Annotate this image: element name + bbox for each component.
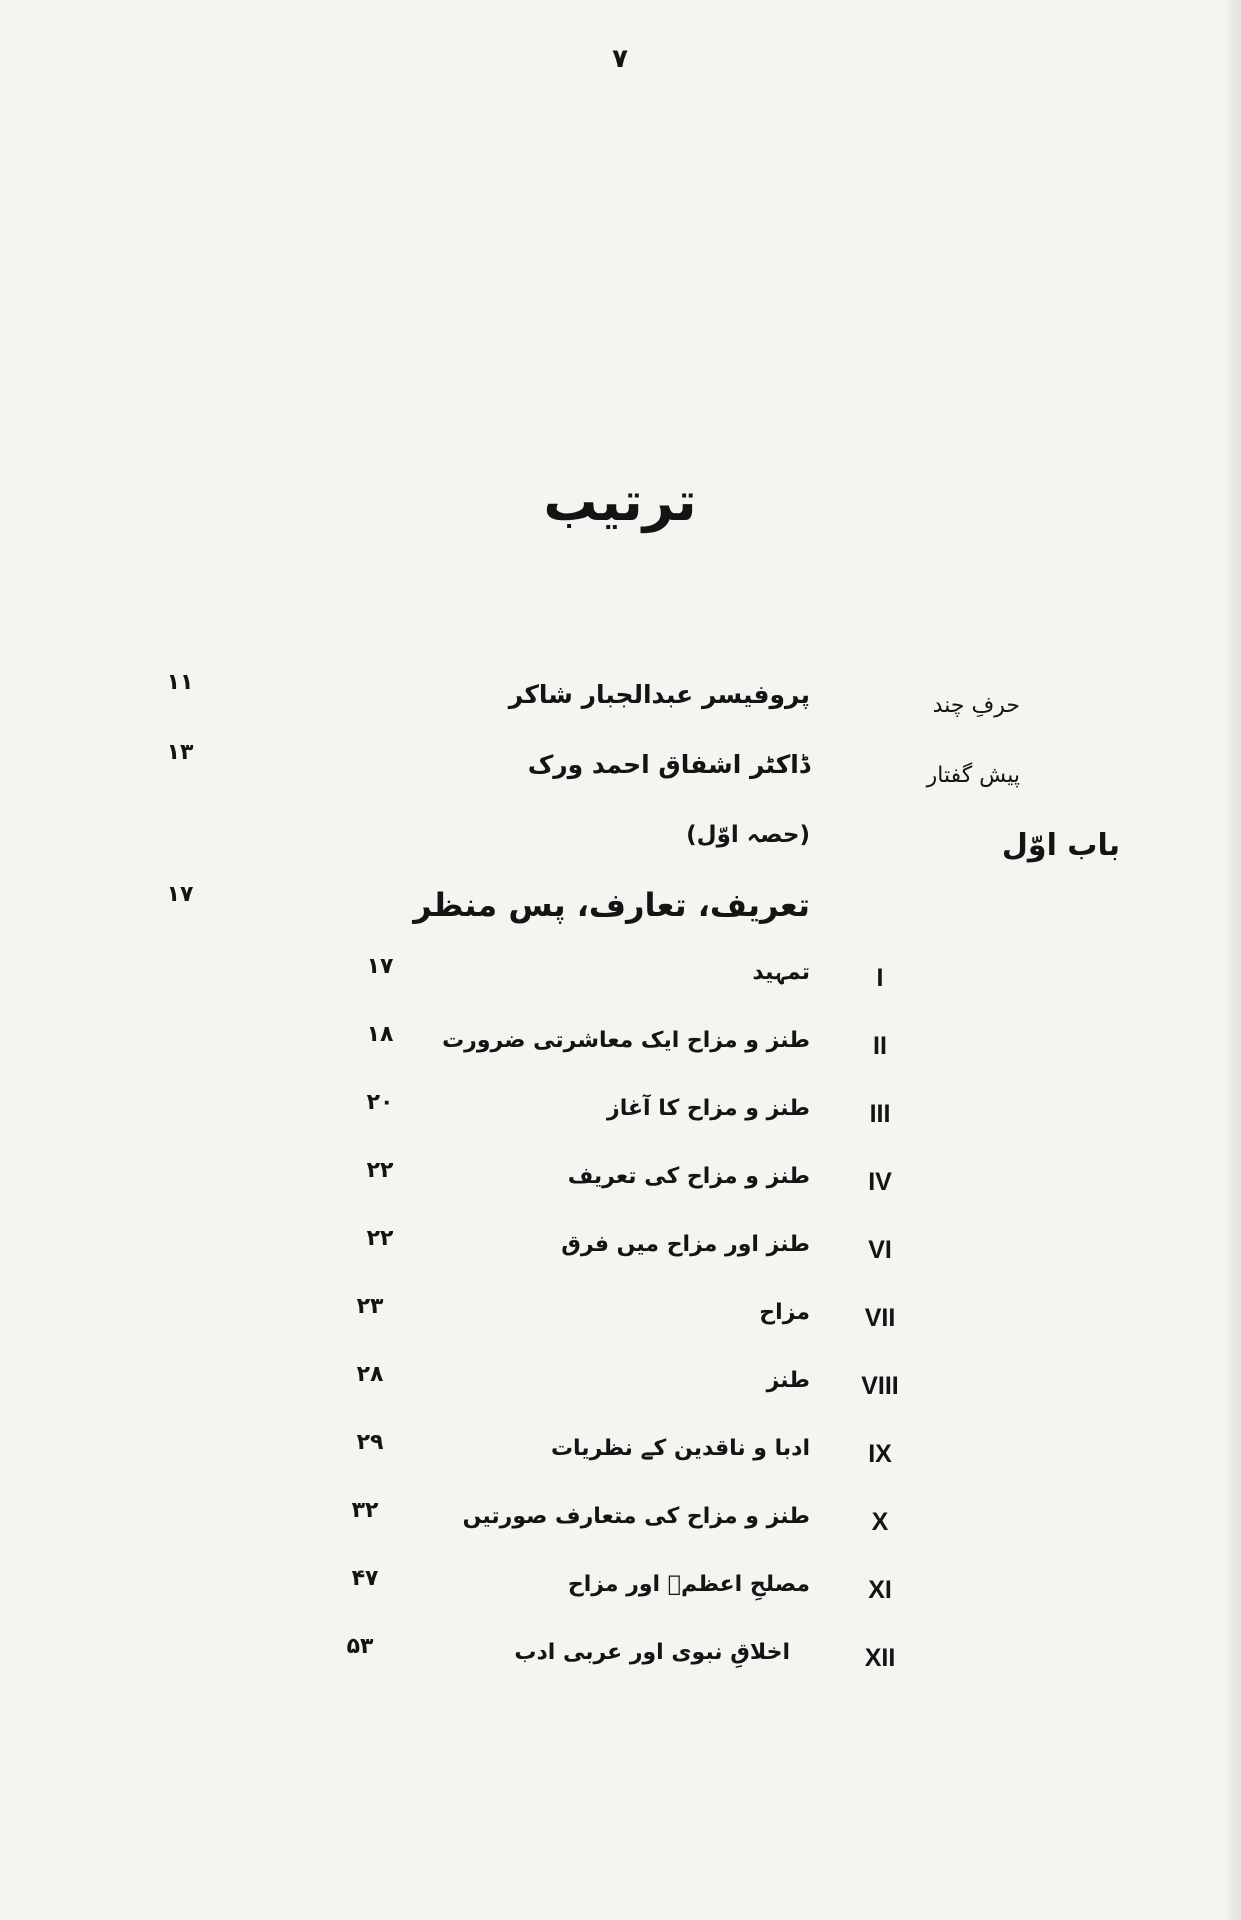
entry-page: ۲۲ [366,1226,394,1251]
entry-page: ۴۷ [351,1566,379,1591]
entry-page: ۲۹ [356,1430,384,1455]
front-matter-heading: حرفِ چند [932,693,1020,718]
page-title: ترتیب [543,470,697,533]
front-matter-page: ۱۳ [166,740,194,765]
chapter-title: تعریف، تعارف، پس منظر [413,886,810,924]
entry-numeral: VI [868,1236,892,1264]
entry-title: طنز [766,1368,810,1393]
entry-title: طنز اور مزاح میں فرق [561,1232,810,1257]
front-matter-page: ۱۱ [166,670,194,695]
entry-numeral: II [873,1032,887,1060]
entry-numeral: X [871,1508,889,1536]
entry-title: طنز و مزاح کی متعارف صورتیں [462,1504,810,1529]
entry-title: اخلاقِ نبوی اور عربی ادب [514,1640,790,1665]
entry-title: طنز و مزاح کا آغاز [607,1096,810,1121]
entry-page: ۲۰ [366,1090,394,1115]
entry-numeral: VIII [861,1372,899,1400]
front-matter-author: ڈاکٹر اشفاق احمد ورک [527,750,810,779]
entry-title: ادبا و ناقدین کے نظریات [550,1436,810,1461]
entry-page: ۲۸ [356,1362,384,1387]
front-matter-heading: پیش گفتار [926,763,1020,788]
page-number: ۷ [612,44,628,74]
page-edge-shadow [1223,0,1241,1920]
entry-title: طنز و مزاح کی تعریف [567,1164,810,1189]
entry-numeral: IX [868,1440,892,1468]
entry-page: ۲۲ [366,1158,394,1183]
entry-title: مصلحِ اعظمؐ اور مزاح [567,1572,810,1597]
entry-title: مزاح [759,1300,810,1325]
entry-page: ۳۲ [351,1498,379,1523]
entry-numeral: I [876,964,884,992]
entry-title: طنز و مزاح ایک معاشرتی ضرورت [442,1028,810,1053]
entry-page: ۱۷ [366,954,394,979]
entry-page: ۱۸ [366,1022,394,1047]
front-matter-author: پروفیسر عبدالجبار شاکر [508,680,810,709]
chapter-page: ۱۷ [166,882,194,907]
entry-numeral: IV [868,1168,892,1196]
entry-page: ۵۳ [346,1634,374,1659]
entry-numeral: XI [868,1576,892,1604]
entry-title: تمہید [752,960,810,985]
entry-page: ۲۳ [356,1294,384,1319]
entry-numeral: XII [864,1644,896,1672]
entry-numeral: III [869,1100,891,1128]
chapter-label: باب اوّل [1001,828,1120,863]
entry-numeral: VII [864,1304,896,1332]
chapter-part: (حصہ اوّل) [686,822,810,848]
